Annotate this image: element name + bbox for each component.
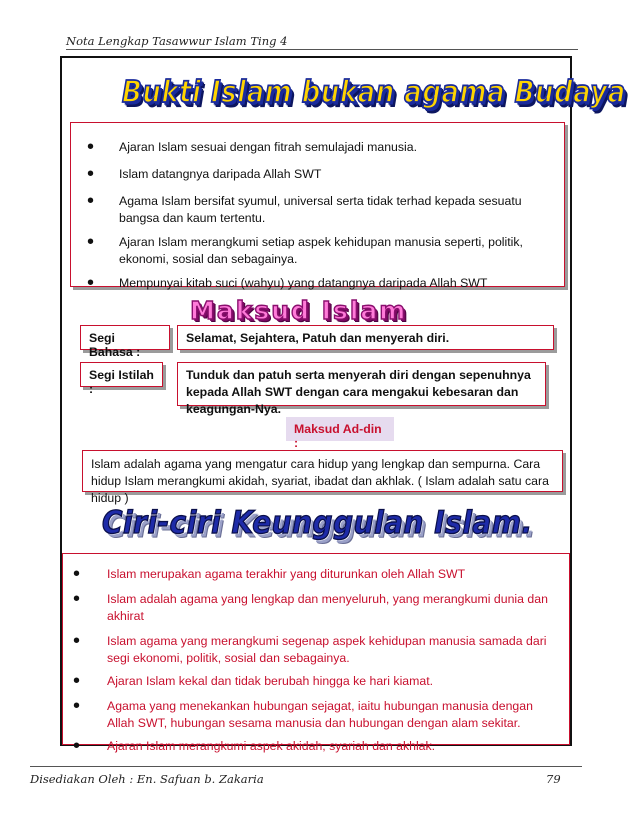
list-item-text: Islam adalah agama yang lengkap dan menyeluruh, yang merangkumi dunia dan akhirat xyxy=(107,592,548,623)
segi-bahasa-label: Segi Bahasa : xyxy=(80,325,170,350)
ciri-list xyxy=(73,563,557,757)
bullet-icon: • xyxy=(73,588,81,610)
list-item xyxy=(87,136,552,158)
addin-definition: Islam adalah agama yang mengatur cara hidup yang lengkap dan sempurna. Cara hidup Islam merangkumi akidah, syariat, ibadat dan akhlak. ( Islam adalah satu cara hidup ) xyxy=(82,450,563,492)
bullet-icon: • xyxy=(73,695,81,717)
page-number: 79 xyxy=(546,772,561,786)
list-item xyxy=(73,588,557,625)
list-item xyxy=(73,695,557,732)
header-rule xyxy=(66,49,578,50)
segi-istilah-label: Segi Istilah : xyxy=(80,362,163,387)
list-item xyxy=(87,163,552,185)
footer-rule xyxy=(30,766,582,767)
bullet-icon: • xyxy=(87,163,95,185)
segi-bahasa-value: Selamat, Sejahtera, Patuh dan menyerah diri. xyxy=(177,325,554,350)
list-item-text: Ajaran Islam merangkumi aspek akidah, syariah dan akhlak. xyxy=(107,739,436,753)
bullet-icon: • xyxy=(87,272,95,294)
bullet-icon: • xyxy=(87,136,95,158)
list-item-text: Agama Islam bersifat syumul, universal serta tidak terhad kepada sesuatu bangsa dan kaum tertentu. xyxy=(119,194,522,225)
bullet-icon: • xyxy=(87,231,95,253)
footer-author: Disediakan Oleh : En. Safuan b. Zakaria xyxy=(30,772,264,786)
list-item-text: Islam merupakan agama terakhir yang diturunkan oleh Allah SWT xyxy=(107,567,466,581)
list-item-text: Ajaran Islam kekal dan tidak berubah hingga ke hari kiamat. xyxy=(107,674,434,688)
list-item-text: Ajaran Islam sesuai dengan fitrah semulajadi manusia. xyxy=(119,140,418,154)
list-item xyxy=(87,231,552,268)
list-item xyxy=(73,630,557,667)
ciri-list-box xyxy=(62,553,570,757)
list-item-text: Islam agama yang merangkumi segenap aspek kehidupan manusia samada dari segi ekonomi, politik, sosial dan sebagainya. xyxy=(107,634,547,665)
title-maksud-islam: Maksud Islam xyxy=(190,296,408,325)
list-item-text: Ajaran Islam merangkumi setiap aspek kehidupan manusia seperti, politik, ekonomi, sosial dan sebagainya. xyxy=(119,235,523,266)
running-header: Nota Lengkap Tasawwur Islam Ting 4 xyxy=(66,34,288,48)
bukti-list xyxy=(87,136,552,294)
bullet-icon: • xyxy=(73,670,81,692)
list-item xyxy=(87,190,552,227)
bullet-icon: • xyxy=(87,190,95,212)
title-bukti-islam: Bukti Islam bukan agama Budaya xyxy=(122,75,626,111)
list-item-text: Mempunyai kitab suci (wahyu) yang datangnya daripada Allah SWT xyxy=(119,276,488,290)
segi-istilah-value: Tunduk dan patuh serta menyerah diri dengan sepenuhnya kepada Allah SWT dengan cara mengakui kebesaran dan keagungan-Nya. xyxy=(177,362,546,406)
list-item-text: Islam datangnya daripada Allah SWT xyxy=(119,167,322,181)
bukti-list-box xyxy=(70,122,565,294)
title-ciri-keunggulan: Ciri-ciri Keunggulan Islam. xyxy=(102,504,533,541)
bullet-icon: • xyxy=(73,563,81,585)
list-item xyxy=(73,735,557,757)
bullet-icon: • xyxy=(73,735,81,757)
bullet-icon: • xyxy=(73,630,81,652)
list-item xyxy=(87,272,552,294)
list-item xyxy=(73,670,557,692)
list-item xyxy=(73,563,557,585)
maksud-addin-label: Maksud Ad-din : xyxy=(286,417,394,441)
list-item-text: Agama yang menekankan hubungan sejagat, iaitu hubungan manusia dengan Allah SWT, hubungan sesama manusia dan hubungan dengan alam sekitar. xyxy=(107,699,533,730)
